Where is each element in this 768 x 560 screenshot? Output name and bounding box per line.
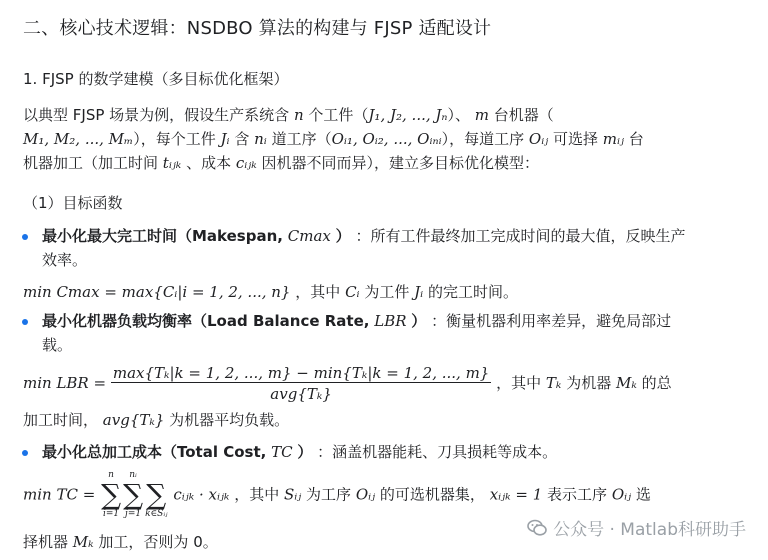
makespan-formula: min Cmax = max{Cᵢ|i = 1, 2, ..., n} ，其中 Cᵢ 为工件 Jᵢ 的完工时间。	[23, 283, 518, 301]
lbr-formula: min LBR = $\frac{\text{max\{Tₖ|k = 1, 2, ..., m\} − min\{Tₖ|k = 1, 2, ..., m\}}}{\text{avg\{Tₖ\}}}$ ，其中 Tₖ 为机器 Mₖ 的总	[23, 364, 672, 403]
intro-line-1: 以典型 FJSP 场景为例，假设生产系统含 n 个工件（J₁, J₂, ..., Jₙ）、 m 台机器（	[23, 106, 554, 124]
tc-formula: min TC = n ∑ i=1 nᵢ ∑ j=1 ∑ k∈Sᵢⱼ cᵢⱼₖ · xᵢⱼₖ ，其中 Sᵢⱼ 为工序 Oᵢⱼ 的可选机器集， xᵢⱼₖ = 1 表示工序 Oᵢⱼ 选	[23, 470, 651, 519]
sum-k: ∑ k∈Sᵢⱼ	[145, 478, 168, 519]
tc-formula-cont: 择机器 Mₖ 加工，否则为 0。	[23, 533, 218, 551]
bullet-dot	[22, 234, 28, 240]
objective-load-balance-cont: 载。	[42, 336, 73, 354]
sum-i: n ∑ i=1	[101, 470, 122, 519]
objective-total-cost: 最小化总加工成本（Total Cost, TC ） ：涵盖机器能耗、刀具损耗等成本。	[42, 443, 558, 461]
objective-heading: （1）目标函数	[23, 194, 123, 212]
objective-makespan-cont: 效率。	[42, 251, 88, 269]
wechat-icon	[527, 519, 547, 537]
intro-line-2: M₁, M₂, ..., Mₘ），每个工件 Jᵢ 含 nᵢ 道工序（Oᵢ₁, Oᵢ₂, ..., Oᵢₙᵢ），每道工序 Oᵢⱼ 可选择 mᵢⱼ 台	[23, 130, 644, 148]
objective-makespan: 最小化最大完工时间（Makespan, Cmax ） ：所有工件最终加工完成时间的最大值，反映生产	[42, 227, 686, 245]
subsection-heading: 1. FJSP 的数学建模（多目标优化框架）	[23, 70, 289, 88]
watermark-text: 公众号 · Matlab科研助手	[553, 520, 746, 540]
bullet-dot	[22, 450, 28, 456]
sum-j: nᵢ ∑ j=1	[123, 470, 144, 519]
lbr-formula-cont: 加工时间， avg{Tₖ} 为机器平均负载。	[23, 411, 290, 429]
intro-line-3: 机器加工（加工时间 tᵢⱼₖ 、成本 cᵢⱼₖ 因机器不同而异），建立多目标优化模型：	[23, 154, 540, 172]
watermark	[527, 515, 746, 540]
bullet-dot	[22, 319, 28, 325]
objective-load-balance: 最小化机器负载均衡率（Load Balance Rate, LBR ） ：衡量机器利用率差异，避免局部过	[42, 312, 672, 330]
fraction: $\frac{\text{max\{Tₖ|k = 1, 2, ..., m\} − min\{Tₖ|k = 1, 2, ..., m\}}}{\text{avg\{Tₖ\}}}$	[112, 364, 490, 403]
section-heading: 二、核心技术逻辑：NSDBO 算法的构建与 FJSP 适配设计	[23, 18, 492, 39]
